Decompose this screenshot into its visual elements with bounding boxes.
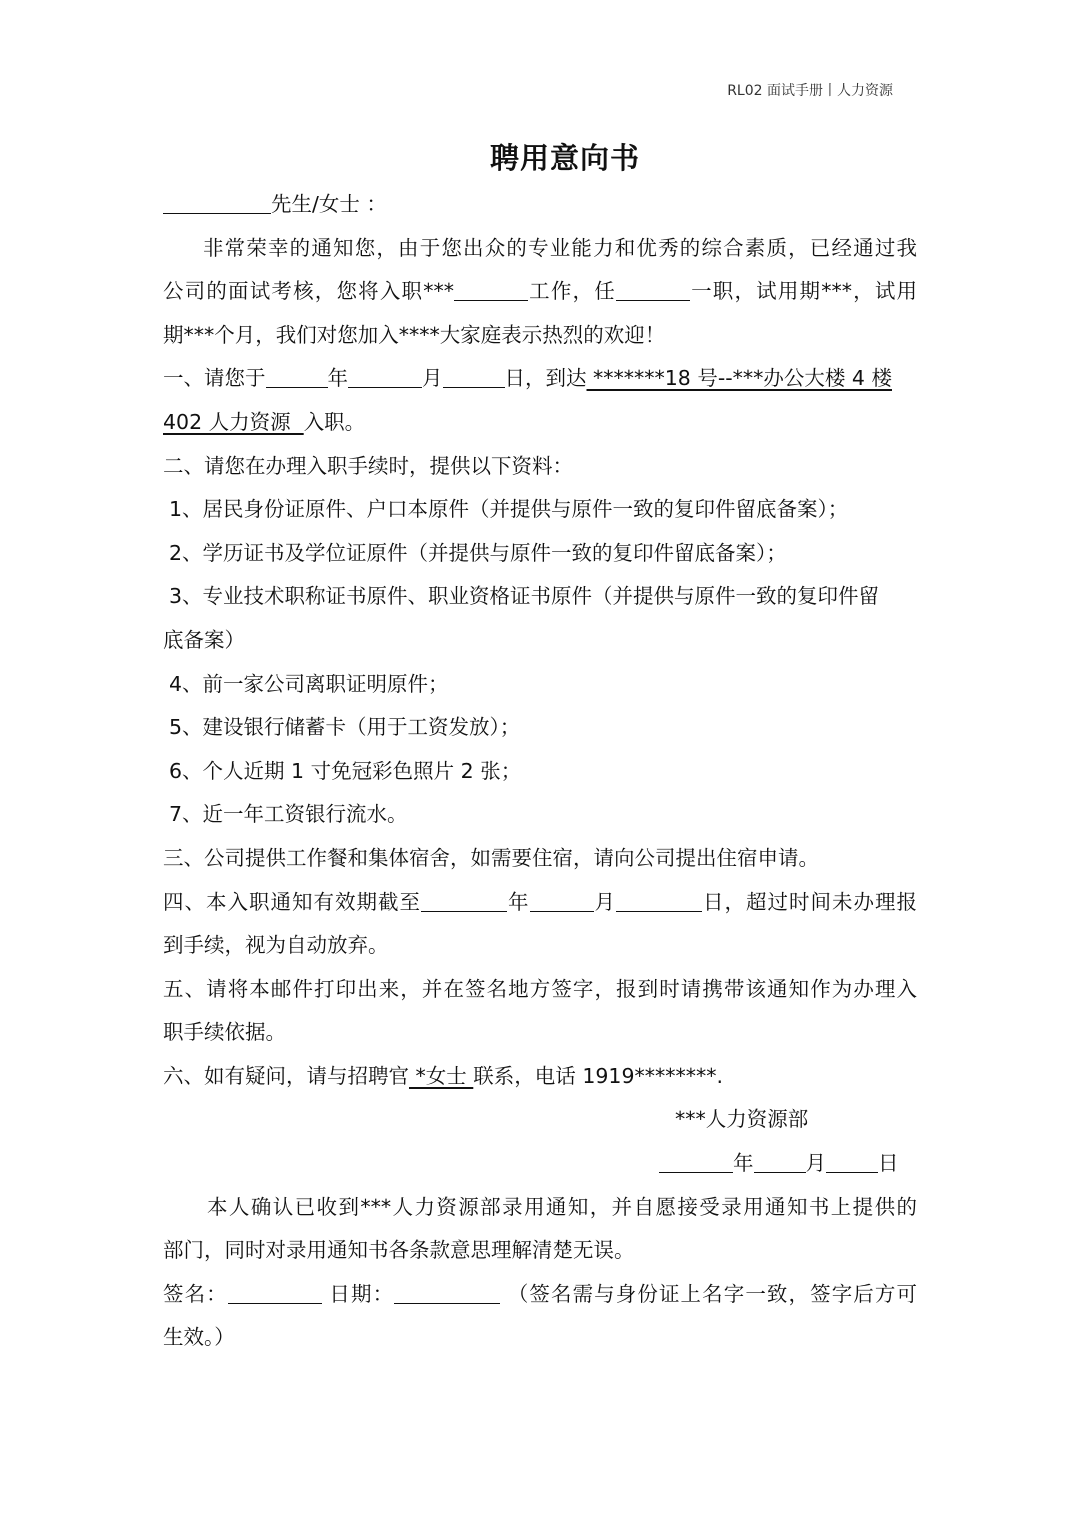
list-item: 2、学历证书及学位证原件（并提供与原件一致的复印件留底备案）； [169,540,787,565]
item-1-prefix: 一、请您于 [163,366,266,391]
item-1-day: 日，到达 [504,366,587,391]
item-1-suffix: 入职。 [303,409,366,434]
signoff-day-blank[interactable] [826,1142,878,1173]
signoff-day: 日 [878,1151,899,1176]
page-header: RL02 面试手册丨人力资源 [727,83,893,99]
start-year-blank[interactable] [266,357,328,388]
valid-day-blank[interactable] [616,881,702,912]
item-6-suffix: 联系，电话 1919********. [473,1063,724,1088]
list-item: 1、居民身份证原件、户口本原件（并提供与原件一致的复印件留底备案）； [169,497,849,522]
sign-label: 签名： [163,1281,228,1306]
item-1-address: *******18 号--***办公大楼 4 楼 [586,366,892,391]
item-1-address-cont: 402 人力资源 [163,409,304,434]
signoff-month: 月 [805,1151,826,1176]
signature-line [163,1273,917,1317]
item-1-line-1 [163,357,917,401]
sign-note: （签名需与身份证上名字一致，签字后方可 [507,1281,917,1306]
item-4-line-1 [163,881,917,925]
item-1-year: 年 [327,366,348,391]
valid-month-blank[interactable] [530,881,594,912]
intro-text-b: 工作，任 [527,279,616,304]
salutation-line [163,183,917,227]
signoff-month-blank[interactable] [754,1142,806,1173]
list-item: 6、个人近期 1 寸免冠彩色照片 2 张； [169,758,522,783]
item-3: 三、公司提供工作餐和集体宿舍，如需要住宿，请向公司提出住宿申请。 [163,845,819,870]
item-6-prefix: 六、如有疑问，请与招聘官 [163,1063,409,1088]
item-4-month: 月 [593,889,616,914]
department-blank[interactable] [454,270,528,301]
sign-date-label: 日期： [329,1281,395,1306]
signature-note-cont: 生效。） [163,1325,235,1350]
list-item: 5、建设银行储蓄卡（用于工资发放）； [169,715,521,740]
item-5-line-1: 五、请将本邮件打印出来，并在签名地方签字，报到时请携带该通知作为办理入 [163,976,917,1001]
item-4-line-2: 到手续，视为自动放弃。 [163,933,389,958]
item-6 [163,1055,917,1099]
list-item: 7、近一年工资银行流水。 [169,802,408,827]
intro-line-1: 非常荣幸的通知您，由于您出众的专业能力和优秀的综合素质，已经通过我 [203,235,917,260]
name-blank[interactable] [163,183,271,214]
intro-text-a: 公司的面试考核，您将入职*** [163,279,454,304]
item-1-month: 月 [422,366,443,391]
sign-date-blank[interactable] [394,1273,500,1304]
item-1-line-2 [163,401,917,445]
start-day-blank[interactable] [443,357,505,388]
letter-body [163,183,917,1360]
document-title: 聘用意向书 [489,141,640,175]
intro-line-2 [163,270,917,314]
list-item: 3、专业技术职称证书原件、职业资格证书原件（并提供与原件一致的复印件留 [169,584,880,609]
item-4-day: 日，超过时间未办理报 [702,889,917,914]
position-blank[interactable] [616,270,690,301]
list-item-cont: 底备案） [163,627,245,652]
salutation-text: 先生/女士 ： [271,192,387,216]
list-item: 4、前一家公司离职证明原件； [169,671,449,696]
intro-text-c: 一职，试用期***，试用 [689,279,918,304]
item-4-prefix: 四、本入职通知有效期截至 [163,889,421,914]
signoff-year: 年 [733,1151,754,1176]
item-5-line-2: 职手续依据。 [163,1020,286,1045]
confirm-line-1: 本人确认已收到***人力资源部录用通知，并自愿接受录用通知书上提供的 [207,1194,917,1219]
signoff-year-blank[interactable] [659,1142,733,1173]
valid-year-blank[interactable] [421,881,507,912]
start-month-blank[interactable] [348,357,422,388]
item-2-heading: 二、请您在办理入职手续时，提供以下资料： [163,453,573,478]
confirm-line-2: 部门，同时对录用通知书各条款意思理解清楚无误。 [163,1238,635,1263]
signature-blank[interactable] [228,1273,322,1304]
item-4-year: 年 [507,889,530,914]
signoff-date [163,1142,917,1186]
signoff-department: ***人力资源部 [675,1107,809,1132]
recruiter-name: *女士 [409,1063,474,1088]
intro-line-3: 期***个月，我们对您加入****大家庭表示热烈的欢迎！ [163,322,666,347]
